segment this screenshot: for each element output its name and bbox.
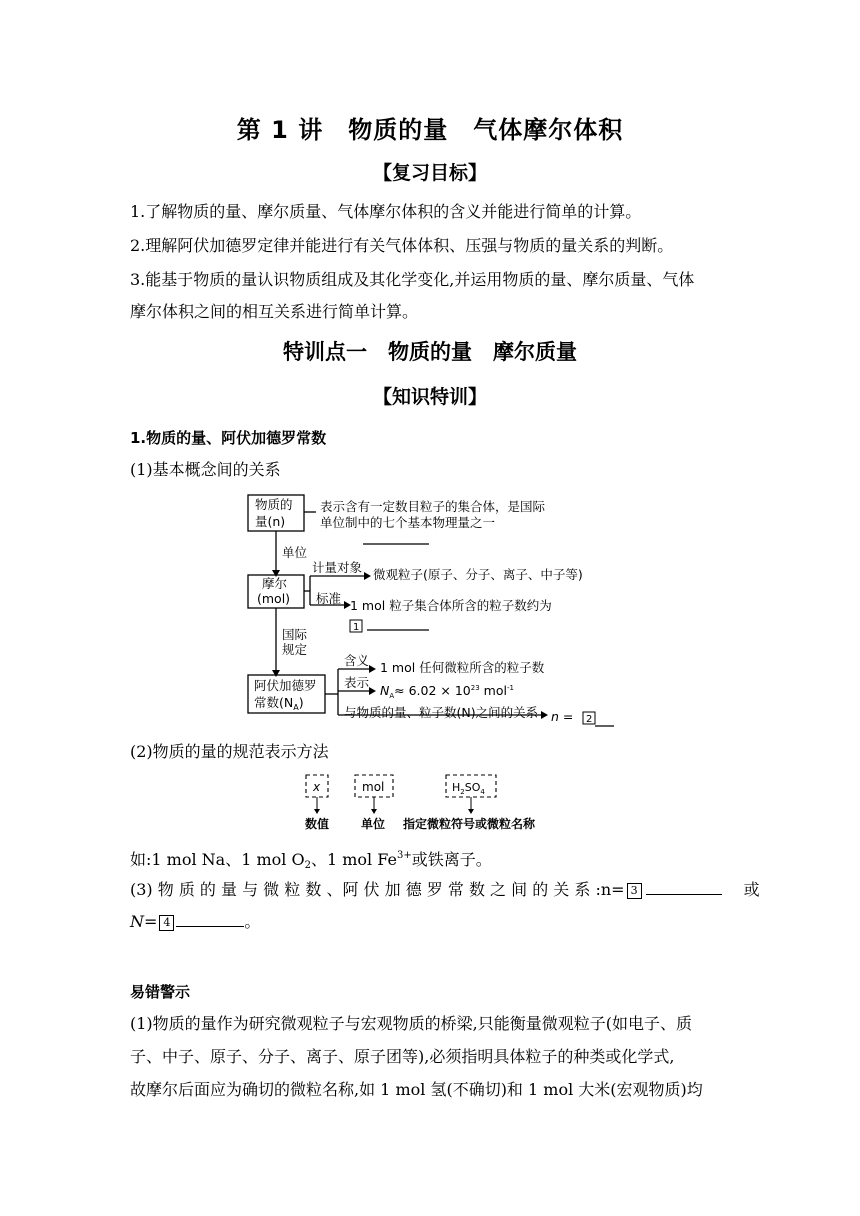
box-mol-line1: 摩尔 bbox=[262, 576, 288, 591]
standard-label: 标准 bbox=[316, 591, 342, 606]
blank-4-box: 4 bbox=[159, 915, 174, 931]
review-item-3-cont: 摩尔体积之间的相互关系进行简单计算。 bbox=[130, 302, 419, 321]
box-x-text: x bbox=[313, 780, 321, 794]
notation-example: 如:1 mol Na、1 mol $O_2$、1 mol $Fe^{3+}$或铁离子。 bbox=[130, 850, 492, 871]
review-item-3: 3.能基于物质的量认识物质组成及其化学变化,并运用物质的量、摩尔质量、气体 bbox=[130, 270, 695, 289]
meaning-label: 含义 bbox=[344, 653, 370, 668]
box-mol-line2: (mol) bbox=[257, 591, 291, 606]
box-na-line1: 阿伏加德罗 bbox=[254, 678, 317, 693]
box-na-line2: 常数$(N_A)$ bbox=[254, 695, 304, 712]
label-specify: 指定微粒符号或微粒名称 bbox=[403, 817, 536, 831]
blank-1-number: 1 bbox=[353, 622, 360, 633]
label-unit: 单位 bbox=[361, 817, 386, 831]
intl-line1: 国际 bbox=[282, 627, 308, 642]
section-heading: 特训点一 物质的量 摩尔质量 bbox=[283, 340, 577, 364]
box-n-line2: 量(n) bbox=[255, 514, 286, 529]
desc-n-line1: 表示含有一定数目粒子的集合体，是国际 bbox=[320, 499, 546, 514]
blank-3-box: 3 bbox=[627, 883, 642, 899]
blank-2-number: 2 bbox=[586, 714, 593, 725]
box-h2so4-text: $H_2SO_4$ bbox=[452, 781, 485, 796]
concept-diagram bbox=[240, 488, 620, 733]
point-1-heading: 1.物质的量、阿伏加德罗常数 bbox=[130, 429, 327, 447]
box-n-line1: 物质的 bbox=[255, 497, 293, 512]
unit-label: 单位 bbox=[282, 545, 308, 560]
sub-1-heading: (1)基本概念间的关系 bbox=[130, 460, 281, 479]
represent-label: 表示 bbox=[344, 675, 370, 690]
n-equals: n = bbox=[551, 709, 574, 724]
warning-line-2: 子、中子、原子、分子、离子、原子团等),必须指明具体粒子的种类或化学式, bbox=[130, 1047, 675, 1066]
review-item-2: 2.理解阿伏加德罗定律并能进行有关气体体积、压强与物质的量关系的判断。 bbox=[130, 236, 674, 255]
label-value: 数值 bbox=[305, 817, 330, 831]
intl-line2: 规定 bbox=[282, 642, 308, 657]
relation-label: 与物质的量、粒子数(N)之间的关系 bbox=[344, 705, 539, 720]
micro-particles: 微观粒子(原子、分子、离子、中子等) bbox=[373, 567, 583, 582]
relation-line-2: N= 4 。 bbox=[130, 912, 261, 931]
review-item-1: 1.了解物质的量、摩尔质量、气体摩尔体积的含义并能进行简单的计算。 bbox=[130, 202, 642, 221]
warning-line-3: 故摩尔后面应为确切的微粒名称,如 1 mol 氢(不确切)和 1 mol 大米(宏观物质)均 bbox=[130, 1080, 703, 1099]
warning-heading: 易错警示 bbox=[130, 983, 191, 1001]
warning-line-1: (1)物质的量作为研究微观粒子与宏观物质的桥梁,只能衡量微观粒子(如电子、质 bbox=[130, 1014, 692, 1033]
review-heading: 【复习目标】 bbox=[372, 162, 487, 184]
knowledge-heading: 【知识特训】 bbox=[372, 386, 487, 408]
standard-desc: 1 mol 粒子集合体所含的粒子数约为 bbox=[350, 598, 552, 613]
count-object-label: 计量对象 bbox=[312, 560, 363, 575]
na-value: $N_A\approx 6.02 \times 10^{23}$ mol$^{-1}$ bbox=[380, 683, 514, 700]
notation-diagram bbox=[300, 772, 570, 834]
notation-heading: (2)物质的量的规范表示方法 bbox=[130, 742, 329, 761]
meaning-desc: 1 mol 任何微粒所含的粒子数 bbox=[380, 660, 545, 675]
relation-line-1: (3) 物 质 的 量 与 微 粒 数 、阿 伏 加 德 罗 常 数 之 间 的 关 系 :n= 3 或 bbox=[130, 880, 760, 899]
desc-n-line2: 单位制中的七个基本物理量之一 bbox=[320, 515, 496, 530]
lesson-title: 第 1 讲 物质的量 气体摩尔体积 bbox=[236, 116, 624, 144]
box-mol-text: mol bbox=[362, 780, 385, 794]
